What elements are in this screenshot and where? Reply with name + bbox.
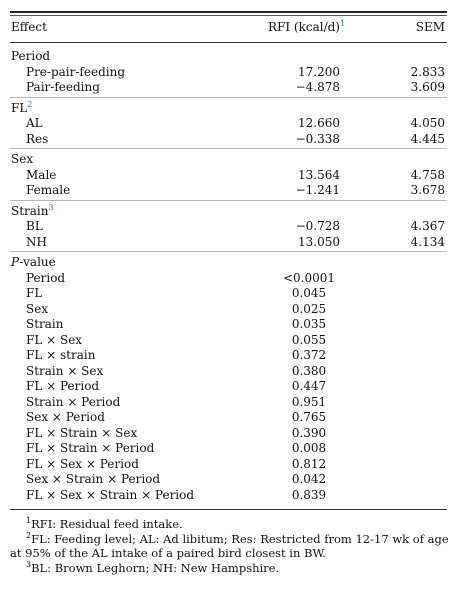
pvalue-row-value: 0.008 bbox=[291, 441, 327, 455]
top-rule bbox=[10, 11, 447, 13]
table-row bbox=[0, 183, 456, 198]
row-rfi-value: −0.728 bbox=[295, 219, 340, 233]
pvalue-row-value: 0.045 bbox=[291, 286, 327, 300]
pvalue-row-label: FL × Strain × Sex bbox=[26, 425, 138, 440]
table-row bbox=[0, 65, 456, 80]
footnote-marker: 2 bbox=[26, 531, 32, 540]
pvalue-row-label: FL × Strain × Period bbox=[26, 441, 155, 455]
footnote-text: BL: Brown Leghorn; NH: New Hampshire. bbox=[31, 561, 280, 575]
footnote-marker: 3 bbox=[26, 560, 32, 569]
pvalue-row-label: Sex × Period bbox=[26, 410, 105, 424]
pvalue-row bbox=[0, 379, 456, 394]
table-row bbox=[0, 219, 456, 234]
pvalue-row-label: Strain × Period bbox=[26, 394, 121, 409]
pvalue-row-value: 0.765 bbox=[291, 410, 327, 424]
row-label: Pre-pair-feeding bbox=[26, 64, 126, 79]
row-sem-value: 4.445 bbox=[410, 131, 445, 146]
pvalue-title bbox=[11, 255, 56, 270]
table-row bbox=[0, 235, 456, 250]
row-rfi-value: −0.338 bbox=[295, 131, 340, 146]
pvalue-row bbox=[0, 286, 456, 301]
pvalue-row-value: 0.025 bbox=[291, 301, 327, 316]
pvalue-row-label: FL × Sex × Strain × Period bbox=[26, 487, 195, 502]
header-rfi-label: RFI (kcal/d) bbox=[268, 20, 340, 34]
pvalue-row bbox=[0, 457, 456, 472]
footnote-text: RFI: Residual feed intake. bbox=[31, 517, 183, 531]
table-row bbox=[0, 168, 456, 183]
row-rfi-value: 12.660 bbox=[298, 116, 340, 130]
pvalue-row-value: 0.447 bbox=[291, 379, 327, 393]
section-title-row bbox=[0, 49, 456, 64]
footnote bbox=[10, 517, 450, 531]
pvalue-row-label: FL × strain bbox=[26, 348, 96, 362]
section-footnote-link[interactable]: 2 bbox=[27, 99, 33, 109]
pvalue-row bbox=[0, 317, 456, 332]
section-title-row bbox=[0, 101, 456, 116]
pvalue-row-label: FL × Sex bbox=[26, 332, 83, 347]
header-rule bbox=[10, 42, 447, 43]
row-sem-value: 4.050 bbox=[410, 116, 445, 130]
pvalue-row-value: 0.055 bbox=[291, 332, 327, 347]
section-title-text: FL bbox=[11, 100, 28, 115]
pvalue-row-value: 0.812 bbox=[291, 456, 327, 471]
row-label: BL bbox=[26, 219, 43, 233]
footnote-body bbox=[10, 517, 450, 531]
row-label: NH bbox=[26, 234, 47, 249]
pvalue-row-value: 0.839 bbox=[291, 487, 327, 502]
section-title bbox=[11, 49, 50, 64]
pvalue-title-p: P bbox=[11, 255, 20, 269]
section-title-row bbox=[0, 204, 456, 219]
row-rfi-value: 13.564 bbox=[298, 167, 340, 182]
pvalue-row-value: 0.380 bbox=[291, 363, 327, 378]
row-label: Male bbox=[26, 167, 57, 182]
row-label: AL bbox=[26, 116, 43, 130]
footnote-body bbox=[10, 532, 450, 560]
pvalue-row bbox=[0, 364, 456, 379]
footnote-marker: 1 bbox=[26, 516, 32, 525]
pvalue-row-value: 0.372 bbox=[291, 348, 327, 362]
section-title bbox=[11, 101, 32, 116]
pvalue-row-label: Period bbox=[26, 270, 66, 285]
row-sem-value: 3.609 bbox=[410, 80, 445, 94]
pvalue-row-label: Strain bbox=[26, 317, 64, 331]
section-title-row bbox=[0, 152, 456, 167]
section-title bbox=[11, 204, 54, 219]
pvalue-row-label: Sex × Strain × Period bbox=[26, 472, 161, 486]
row-label: Pair-feeding bbox=[26, 80, 100, 94]
row-sem-value: 3.678 bbox=[410, 183, 445, 197]
row-rfi-value: −1.241 bbox=[295, 183, 340, 197]
pvalue-row-label: FL × Period bbox=[26, 379, 100, 393]
pvalue-row bbox=[0, 395, 456, 410]
pvalue-row-label: Strain × Sex bbox=[26, 363, 104, 378]
header-rfi-footnote-link[interactable]: 1 bbox=[340, 19, 346, 28]
footnote bbox=[10, 532, 450, 560]
pvalue-row-label: Sex bbox=[26, 301, 49, 316]
section-rule bbox=[10, 148, 447, 149]
pvalue-row bbox=[0, 426, 456, 441]
pvalue-row bbox=[0, 441, 456, 456]
row-label: Female bbox=[26, 183, 71, 197]
header-effect: Effect bbox=[11, 20, 47, 34]
pvalue-row bbox=[0, 488, 456, 503]
section-footnote-link[interactable]: 3 bbox=[48, 202, 54, 212]
header-sem: SEM bbox=[415, 20, 445, 34]
pvalue-title-rest: -value bbox=[19, 255, 56, 269]
pvalue-row bbox=[0, 333, 456, 348]
footnote-body bbox=[10, 561, 450, 575]
row-sem-value: 4.134 bbox=[410, 234, 445, 249]
section-title-row bbox=[0, 255, 456, 270]
row-sem-value: 4.367 bbox=[410, 219, 445, 233]
row-sem-value: 2.833 bbox=[410, 64, 445, 79]
header-rfi bbox=[268, 19, 345, 35]
section-title-text: Strain bbox=[11, 203, 49, 218]
section-title-text: Period bbox=[11, 49, 51, 63]
table-row bbox=[0, 132, 456, 147]
section-rule bbox=[10, 200, 447, 201]
pvalue-row bbox=[0, 410, 456, 425]
row-rfi-value: −4.878 bbox=[295, 80, 340, 94]
bottom-rule bbox=[10, 509, 447, 510]
pvalue-row-value: 0.042 bbox=[291, 472, 327, 486]
row-sem-value: 4.758 bbox=[410, 167, 445, 182]
pvalue-row-label: FL bbox=[26, 286, 43, 300]
pvalue-row bbox=[0, 348, 456, 363]
pvalue-row-label: FL × Sex × Period bbox=[26, 456, 139, 471]
pvalue-row-value: <0.0001 bbox=[282, 270, 336, 285]
section-rule bbox=[10, 251, 447, 252]
table-row bbox=[0, 80, 456, 95]
pvalue-row bbox=[0, 271, 456, 286]
section-title bbox=[11, 152, 33, 167]
top-rule-double bbox=[10, 15, 447, 16]
table-row bbox=[0, 116, 456, 131]
pvalue-row bbox=[0, 472, 456, 487]
section-rule bbox=[10, 97, 447, 98]
pvalue-row-value: 0.035 bbox=[291, 317, 327, 331]
pvalue-row-value: 0.390 bbox=[291, 425, 327, 440]
footnote-text: FL: Feeding level; AL: Ad libitum; Res: Restricted from 12-17 wk of age at 95% of the AL intake of a paired bird closest in BW. bbox=[10, 532, 449, 560]
pvalue-row-value: 0.951 bbox=[291, 394, 327, 409]
footnote bbox=[10, 561, 450, 575]
section-title-text: Sex bbox=[11, 152, 34, 166]
row-rfi-value: 13.050 bbox=[298, 234, 340, 249]
row-label: Res bbox=[26, 131, 49, 146]
pvalue-row bbox=[0, 302, 456, 317]
row-rfi-value: 17.200 bbox=[298, 64, 340, 79]
